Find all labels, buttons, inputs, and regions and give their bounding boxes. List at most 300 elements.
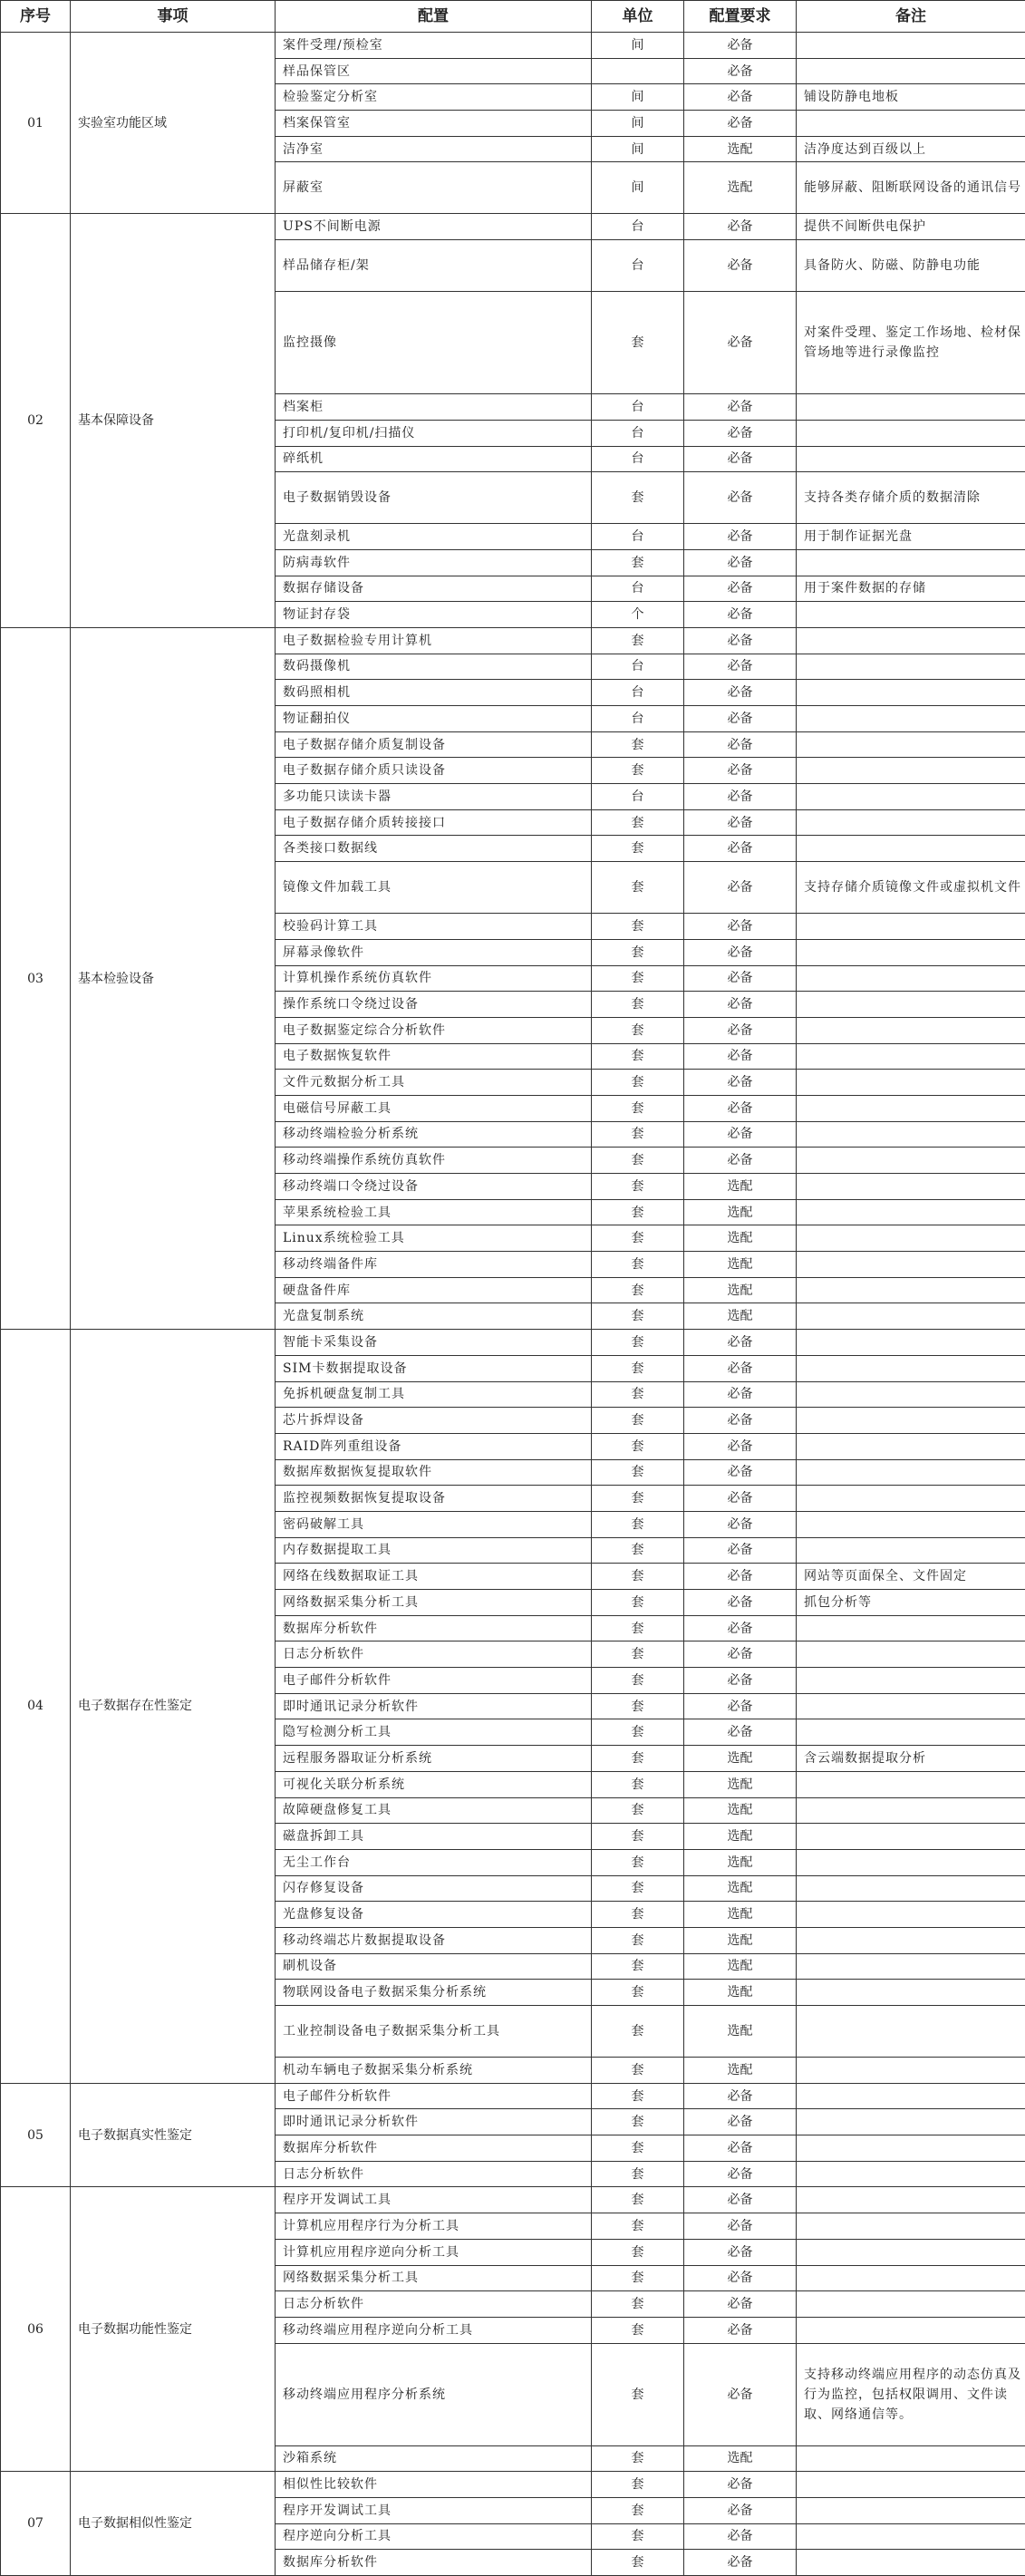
unit-cell: 套: [592, 1615, 684, 1641]
requirement-cell: 必备: [684, 1719, 797, 1746]
unit-cell: 套: [592, 2213, 684, 2240]
group-seq: 07: [1, 2472, 71, 2576]
unit-cell: 套: [592, 1980, 684, 2006]
unit-cell: 套: [592, 1199, 684, 1225]
requirement-cell: 必备: [684, 2083, 797, 2109]
requirement-cell: 选配: [684, 1746, 797, 1772]
config-cell: 日志分析软件: [276, 2161, 592, 2187]
unit-cell: 套: [592, 809, 684, 836]
note-cell: [797, 1199, 1025, 1225]
requirement-cell: 必备: [684, 33, 797, 59]
unit-cell: 套: [592, 1459, 684, 1486]
unit-cell: 套: [592, 2343, 684, 2445]
config-cell: 物证封存袋: [276, 602, 592, 628]
unit-cell: 套: [592, 1875, 684, 1902]
unit-cell: 套: [592, 1953, 684, 1980]
config-cell: 计算机应用程序逆向分析工具: [276, 2239, 592, 2265]
unit-cell: 台: [592, 214, 684, 240]
note-cell: [797, 680, 1025, 706]
requirement-cell: 选配: [684, 1797, 797, 1824]
unit-cell: 套: [592, 2472, 684, 2498]
unit-cell: 套: [592, 1641, 684, 1668]
note-cell: [797, 2265, 1025, 2291]
requirement-cell: 必备: [684, 2291, 797, 2318]
config-cell: 电子数据存储介质只读设备: [276, 758, 592, 784]
requirement-cell: 选配: [684, 1303, 797, 1330]
note-cell: [797, 549, 1025, 576]
config-cell: 机动车辆电子数据采集分析系统: [276, 2058, 592, 2084]
unit-cell: 套: [592, 2445, 684, 2472]
note-cell: [797, 1849, 1025, 1875]
requirement-cell: 必备: [684, 784, 797, 810]
config-cell: 无尘工作台: [276, 1849, 592, 1875]
header-item: 事项: [71, 1, 276, 33]
unit-cell: 套: [592, 472, 684, 524]
requirement-cell: 必备: [684, 1070, 797, 1096]
requirement-cell: 必备: [684, 58, 797, 84]
unit-cell: 套: [592, 1511, 684, 1537]
config-cell: 可视化关联分析系统: [276, 1771, 592, 1797]
requirement-cell: 必备: [684, 1433, 797, 1459]
requirement-cell: 必备: [684, 602, 797, 628]
requirement-cell: 必备: [684, 654, 797, 680]
unit-cell: 套: [592, 2135, 684, 2162]
note-cell: [797, 1381, 1025, 1408]
unit-cell: 套: [592, 1902, 684, 1928]
unit-cell: 套: [592, 2187, 684, 2213]
note-cell: [797, 1355, 1025, 1381]
unit-cell: 台: [592, 240, 684, 292]
note-cell: 用于制作证据光盘: [797, 524, 1025, 550]
requirement-cell: 必备: [684, 2161, 797, 2187]
config-cell: 电子邮件分析软件: [276, 2083, 592, 2109]
unit-cell: 套: [592, 758, 684, 784]
unit-cell: 套: [592, 1174, 684, 1200]
unit-cell: 套: [592, 1303, 684, 1330]
requirement-cell: 选配: [684, 162, 797, 214]
unit-cell: 套: [592, 1095, 684, 1121]
requirement-cell: 必备: [684, 2343, 797, 2445]
unit-cell: 套: [592, 1121, 684, 1148]
config-cell: 物证翻拍仪: [276, 706, 592, 732]
requirement-cell: 必备: [684, 2109, 797, 2135]
config-cell: 磁盘拆卸工具: [276, 1824, 592, 1850]
config-cell: SIM卡数据提取设备: [276, 1355, 592, 1381]
config-cell: 移动终端检验分析系统: [276, 1121, 592, 1148]
requirement-cell: 选配: [684, 1225, 797, 1252]
requirement-cell: 必备: [684, 446, 797, 472]
config-cell: 屏幕录像软件: [276, 939, 592, 965]
requirement-cell: 选配: [684, 136, 797, 162]
unit-cell: 间: [592, 33, 684, 59]
config-cell: 即时通讯记录分析软件: [276, 1693, 592, 1719]
config-cell: 日志分析软件: [276, 1641, 592, 1668]
config-cell: 打印机/复印机/扫描仪: [276, 420, 592, 446]
note-cell: [797, 1771, 1025, 1797]
note-cell: [797, 1902, 1025, 1928]
note-cell: 支持移动终端应用程序的动态仿真及行为监控，包括权限调用、文件读取、网络通信等。: [797, 2343, 1025, 2445]
header-seq: 序号: [1, 1, 71, 33]
config-cell: 闪存修复设备: [276, 1875, 592, 1902]
config-cell: 电子数据检验专用计算机: [276, 627, 592, 654]
requirement-cell: 必备: [684, 1486, 797, 1512]
config-cell: 计算机应用程序行为分析工具: [276, 2213, 592, 2240]
config-cell: 数码照相机: [276, 680, 592, 706]
unit-cell: 套: [592, 1771, 684, 1797]
note-cell: [797, 2472, 1025, 2498]
requirement-cell: 必备: [684, 1408, 797, 1434]
unit-cell: 套: [592, 1433, 684, 1459]
group-seq: 05: [1, 2083, 71, 2187]
unit-cell: 套: [592, 2291, 684, 2318]
unit-cell: 套: [592, 2083, 684, 2109]
unit-cell: 套: [592, 731, 684, 758]
requirement-cell: 必备: [684, 862, 797, 914]
config-cell: 计算机操作系统仿真软件: [276, 965, 592, 992]
note-cell: [797, 1225, 1025, 1252]
config-cell: 内存数据提取工具: [276, 1537, 592, 1564]
requirement-cell: 必备: [684, 1641, 797, 1668]
note-cell: [797, 1615, 1025, 1641]
note-cell: [797, 1303, 1025, 1330]
config-cell: RAID阵列重组设备: [276, 1433, 592, 1459]
config-cell: 电子数据销毁设备: [276, 472, 592, 524]
requirement-cell: 选配: [684, 1849, 797, 1875]
note-cell: [797, 2523, 1025, 2550]
requirement-cell: 必备: [684, 394, 797, 421]
requirement-cell: 选配: [684, 2006, 797, 2058]
unit-cell: 套: [592, 1590, 684, 1616]
requirement-cell: 必备: [684, 992, 797, 1018]
requirement-cell: 必备: [684, 809, 797, 836]
group-item: 电子数据存在性鉴定: [71, 1330, 276, 2084]
unit-cell: 间: [592, 162, 684, 214]
requirement-cell: 必备: [684, 731, 797, 758]
requirement-cell: 必备: [684, 836, 797, 862]
note-cell: 用于案件数据的存储: [797, 576, 1025, 602]
note-cell: [797, 1433, 1025, 1459]
config-cell: 检验鉴定分析室: [276, 84, 592, 111]
note-cell: 铺设防静电地板: [797, 84, 1025, 111]
unit-cell: 套: [592, 862, 684, 914]
unit-cell: 套: [592, 2317, 684, 2343]
header-unit: 单位: [592, 1, 684, 33]
note-cell: [797, 1824, 1025, 1850]
unit-cell: 套: [592, 2109, 684, 2135]
unit-cell: 套: [592, 1381, 684, 1408]
group-seq: 03: [1, 627, 71, 1329]
requirement-cell: 选配: [684, 1927, 797, 1953]
note-cell: [797, 1148, 1025, 1174]
note-cell: [797, 420, 1025, 446]
requirement-cell: 必备: [684, 914, 797, 940]
config-cell: 数据库数据恢复提取软件: [276, 1459, 592, 1486]
config-cell: 日志分析软件: [276, 2291, 592, 2318]
config-cell: 程序逆向分析工具: [276, 2523, 592, 2550]
note-cell: [797, 627, 1025, 654]
requirement-cell: 选配: [684, 1824, 797, 1850]
note-cell: [797, 1277, 1025, 1303]
unit-cell: 套: [592, 1330, 684, 1356]
note-cell: [797, 1875, 1025, 1902]
unit-cell: 套: [592, 965, 684, 992]
note-cell: [797, 2083, 1025, 2109]
table-row: [1, 627, 1025, 654]
unit-cell: 套: [592, 2265, 684, 2291]
note-cell: [797, 1668, 1025, 1694]
table-row: [1, 2187, 1025, 2213]
requirement-cell: 必备: [684, 2135, 797, 2162]
unit-cell: 间: [592, 84, 684, 111]
note-cell: 支持存储介质镜像文件或虚拟机文件: [797, 862, 1025, 914]
note-cell: [797, 809, 1025, 836]
config-cell: 防病毒软件: [276, 549, 592, 576]
note-cell: [797, 1174, 1025, 1200]
requirement-cell: 必备: [684, 2187, 797, 2213]
note-cell: [797, 1459, 1025, 1486]
requirement-cell: 必备: [684, 1121, 797, 1148]
requirement-cell: 必备: [684, 1330, 797, 1356]
config-cell: 移动终端应用程序逆向分析工具: [276, 2317, 592, 2343]
unit-cell: 台: [592, 706, 684, 732]
note-cell: 含云端数据提取分析: [797, 1746, 1025, 1772]
note-cell: [797, 602, 1025, 628]
config-cell: 档案柜: [276, 394, 592, 421]
note-cell: [797, 446, 1025, 472]
table-body: [1, 33, 1025, 2576]
note-cell: [797, 2317, 1025, 2343]
unit-cell: 个: [592, 602, 684, 628]
unit-cell: 套: [592, 1277, 684, 1303]
unit-cell: 套: [592, 1564, 684, 1590]
note-cell: [797, 1070, 1025, 1096]
requirement-cell: 必备: [684, 549, 797, 576]
unit-cell: 套: [592, 1486, 684, 1512]
note-cell: [797, 394, 1025, 421]
note-cell: [797, 33, 1025, 59]
group-seq: 06: [1, 2187, 71, 2472]
requirement-cell: 必备: [684, 965, 797, 992]
unit-cell: 套: [592, 2550, 684, 2576]
note-cell: 抓包分析等: [797, 1590, 1025, 1616]
unit-cell: 套: [592, 2497, 684, 2523]
config-cell: 监控视频数据恢复提取设备: [276, 1486, 592, 1512]
unit-cell: 台: [592, 784, 684, 810]
config-cell: 多功能只读读卡器: [276, 784, 592, 810]
requirement-cell: 必备: [684, 1017, 797, 1043]
unit-cell: 套: [592, 1797, 684, 1824]
config-cell: 即时通讯记录分析软件: [276, 2109, 592, 2135]
note-cell: [797, 2239, 1025, 2265]
unit-cell: 套: [592, 1824, 684, 1850]
config-cell: 移动终端口令绕过设备: [276, 1174, 592, 1200]
requirement-cell: 必备: [684, 2317, 797, 2343]
requirement-cell: 选配: [684, 1875, 797, 1902]
unit-cell: 套: [592, 992, 684, 1018]
config-cell: 操作系统口令绕过设备: [276, 992, 592, 1018]
unit-cell: 套: [592, 1927, 684, 1953]
note-cell: [797, 1017, 1025, 1043]
requirement-cell: 必备: [684, 1668, 797, 1694]
table-row: [1, 1330, 1025, 1356]
unit-cell: 套: [592, 2523, 684, 2550]
unit-cell: 套: [592, 1668, 684, 1694]
config-cell: 程序开发调试工具: [276, 2187, 592, 2213]
note-cell: [797, 2497, 1025, 2523]
note-cell: 洁净度达到百级以上: [797, 136, 1025, 162]
requirement-cell: 必备: [684, 758, 797, 784]
note-cell: [797, 1537, 1025, 1564]
note-cell: [797, 2058, 1025, 2084]
note-cell: [797, 706, 1025, 732]
note-cell: [797, 914, 1025, 940]
note-cell: 对案件受理、鉴定工作场地、检材保管场地等进行录像监控: [797, 292, 1025, 394]
config-cell: 移动终端芯片数据提取设备: [276, 1927, 592, 1953]
config-cell: 苹果系统检验工具: [276, 1199, 592, 1225]
config-cell: 屏蔽室: [276, 162, 592, 214]
note-cell: [797, 731, 1025, 758]
requirement-cell: 必备: [684, 2550, 797, 2576]
unit-cell: 台: [592, 420, 684, 446]
unit-cell: 套: [592, 1408, 684, 1434]
config-cell: 镜像文件加载工具: [276, 862, 592, 914]
requirement-cell: 必备: [684, 1590, 797, 1616]
note-cell: [797, 2006, 1025, 2058]
unit-cell: 套: [592, 2058, 684, 2084]
note-cell: [797, 1641, 1025, 1668]
config-cell: 芯片拆焊设备: [276, 1408, 592, 1434]
config-cell: 文件元数据分析工具: [276, 1070, 592, 1096]
requirement-cell: 必备: [684, 1355, 797, 1381]
unit-cell: 套: [592, 549, 684, 576]
config-cell: 刷机设备: [276, 1953, 592, 1980]
note-cell: 具备防火、防磁、防静电功能: [797, 240, 1025, 292]
requirement-cell: 必备: [684, 240, 797, 292]
unit-cell: [592, 58, 684, 84]
note-cell: [797, 2187, 1025, 2213]
requirement-cell: 必备: [684, 2265, 797, 2291]
note-cell: [797, 2109, 1025, 2135]
unit-cell: 套: [592, 1043, 684, 1070]
config-cell: 电子数据存储介质转接接口: [276, 809, 592, 836]
config-cell: 数据存储设备: [276, 576, 592, 602]
unit-cell: 套: [592, 836, 684, 862]
config-cell: 光盘复制系统: [276, 1303, 592, 1330]
config-cell: 光盘修复设备: [276, 1902, 592, 1928]
table-row: [1, 2472, 1025, 2498]
requirement-cell: 必备: [684, 680, 797, 706]
note-cell: [797, 2213, 1025, 2240]
note-cell: [797, 1095, 1025, 1121]
requirement-cell: 必备: [684, 1615, 797, 1641]
group-item: 电子数据真实性鉴定: [71, 2083, 276, 2187]
config-cell: 样品储存柜/架: [276, 240, 592, 292]
config-cell: 密码破解工具: [276, 1511, 592, 1537]
unit-cell: 套: [592, 2006, 684, 2058]
note-cell: [797, 1927, 1025, 1953]
requirement-cell: 必备: [684, 1148, 797, 1174]
config-cell: 电子数据恢复软件: [276, 1043, 592, 1070]
requirement-cell: 选配: [684, 2058, 797, 2084]
unit-cell: 台: [592, 576, 684, 602]
note-cell: [797, 1980, 1025, 2006]
unit-cell: 台: [592, 524, 684, 550]
note-cell: [797, 1121, 1025, 1148]
requirement-cell: 必备: [684, 2213, 797, 2240]
requirement-cell: 必备: [684, 627, 797, 654]
note-cell: [797, 1486, 1025, 1512]
config-cell: 数码摄像机: [276, 654, 592, 680]
unit-cell: 套: [592, 2161, 684, 2187]
group-seq: 01: [1, 33, 71, 214]
config-cell: 样品保管区: [276, 58, 592, 84]
unit-cell: 套: [592, 1355, 684, 1381]
group-item: 基本检验设备: [71, 627, 276, 1329]
note-cell: [797, 1330, 1025, 1356]
config-cell: 工业控制设备电子数据采集分析工具: [276, 2006, 592, 2058]
config-cell: 案件受理/预检室: [276, 33, 592, 59]
config-cell: 移动终端操作系统仿真软件: [276, 1148, 592, 1174]
requirement-cell: 必备: [684, 706, 797, 732]
unit-cell: 台: [592, 446, 684, 472]
requirement-cell: 必备: [684, 2523, 797, 2550]
requirement-cell: 必备: [684, 1537, 797, 1564]
requirement-cell: 必备: [684, 1095, 797, 1121]
header-note: 备注: [797, 1, 1025, 33]
unit-cell: 套: [592, 1746, 684, 1772]
config-cell: 远程服务器取证分析系统: [276, 1746, 592, 1772]
unit-cell: 套: [592, 1252, 684, 1278]
note-cell: [797, 2291, 1025, 2318]
table-row: [1, 33, 1025, 59]
unit-cell: 间: [592, 111, 684, 137]
note-cell: 能够屏蔽、阻断联网设备的通讯信号: [797, 162, 1025, 214]
header-row: [1, 1, 1025, 33]
requirement-cell: 选配: [684, 1199, 797, 1225]
note-cell: [797, 2135, 1025, 2162]
unit-cell: 套: [592, 939, 684, 965]
note-cell: [797, 2550, 1025, 2576]
config-cell: 数据库分析软件: [276, 1615, 592, 1641]
requirement-cell: 必备: [684, 1459, 797, 1486]
config-cell: 移动终端应用程序分析系统: [276, 2343, 592, 2445]
note-cell: [797, 58, 1025, 84]
config-cell: 各类接口数据线: [276, 836, 592, 862]
config-cell: 免拆机硬盘复制工具: [276, 1381, 592, 1408]
requirement-cell: 必备: [684, 1381, 797, 1408]
note-cell: [797, 1953, 1025, 1980]
header-config: 配置: [276, 1, 592, 33]
requirement-cell: 选配: [684, 1277, 797, 1303]
requirement-cell: 必备: [684, 214, 797, 240]
config-cell: 数据库分析软件: [276, 2550, 592, 2576]
requirement-cell: 选配: [684, 1953, 797, 1980]
unit-cell: 套: [592, 627, 684, 654]
group-item: 电子数据功能性鉴定: [71, 2187, 276, 2472]
requirement-cell: 选配: [684, 1252, 797, 1278]
note-cell: 网站等页面保全、文件固定: [797, 1564, 1025, 1590]
note-cell: [797, 784, 1025, 810]
requirement-cell: 必备: [684, 1693, 797, 1719]
requirement-cell: 选配: [684, 1902, 797, 1928]
requirement-cell: 必备: [684, 420, 797, 446]
unit-cell: 套: [592, 1070, 684, 1096]
unit-cell: 套: [592, 1719, 684, 1746]
unit-cell: 套: [592, 1693, 684, 1719]
unit-cell: 台: [592, 680, 684, 706]
note-cell: 支持各类存储介质的数据清除: [797, 472, 1025, 524]
note-cell: [797, 965, 1025, 992]
